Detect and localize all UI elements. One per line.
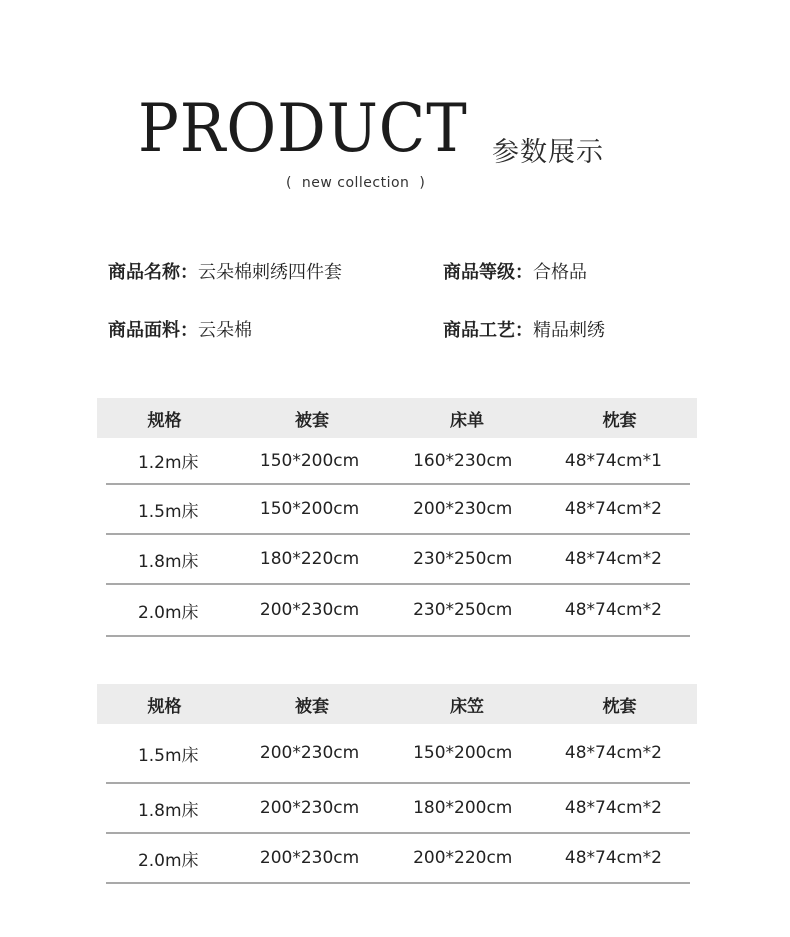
cell-pillowcase: 48*74cm*2	[564, 499, 662, 519]
table-row	[106, 784, 690, 834]
info-grade-label: 商品等级：	[443, 262, 533, 283]
cell-fitted-sheet: 200*220cm	[413, 848, 513, 868]
table-row	[106, 834, 690, 884]
cell-spec: 1.2m床	[137, 453, 199, 473]
header-fitted-sheet: 床笠	[450, 696, 484, 717]
header-sheet: 床单	[450, 410, 484, 431]
info-fabric-label: 商品面料：	[108, 320, 198, 341]
info-craft-label: 商品工艺：	[443, 320, 533, 341]
cell-spec: 1.8m床	[137, 800, 199, 821]
cell-fitted-sheet: 180*200cm	[413, 798, 513, 818]
header-pillowcase: 枕套	[602, 696, 637, 717]
header-duvet: 被套	[295, 410, 329, 431]
cell-sheet: 230*250cm	[413, 549, 513, 569]
table-row	[106, 438, 690, 485]
header-duvet: 被套	[295, 696, 329, 717]
cell-duvet: 150*200cm	[259, 499, 360, 519]
table-header	[97, 398, 697, 438]
cell-sheet: 160*230cm	[413, 450, 513, 471]
info-fabric	[108, 316, 252, 342]
cell-spec: 2.0m床	[137, 850, 199, 871]
cell-duvet: 150*200cm	[259, 450, 360, 471]
table-row	[106, 485, 690, 535]
info-craft	[443, 316, 605, 342]
cell-sheet: 200*230cm	[413, 499, 513, 519]
parameter-heading: 参数展示	[492, 137, 604, 168]
cell-spec: 1.5m床	[137, 745, 199, 766]
header-spec: 规格	[147, 410, 182, 431]
product-title: PRODUCT	[138, 90, 468, 167]
table-header	[97, 684, 697, 724]
info-name-value: 云朵棉刺绣四件套	[198, 262, 342, 283]
cell-pillowcase: 48*74cm*2	[564, 549, 662, 569]
table-row	[106, 535, 690, 585]
table-row	[106, 585, 690, 637]
cell-pillowcase: 48*74cm*2	[564, 600, 662, 620]
cell-pillowcase: 48*74cm*2	[564, 848, 662, 868]
spec-table-sheet	[97, 398, 697, 637]
info-grade	[443, 258, 587, 284]
cell-spec: 1.5m床	[137, 501, 199, 522]
cell-duvet: 200*230cm	[259, 848, 360, 868]
cell-duvet: 200*230cm	[259, 798, 360, 818]
collection-subtitle: ( new collection )	[286, 175, 426, 191]
cell-spec: 1.8m床	[137, 551, 199, 572]
cell-duvet: 200*230cm	[259, 600, 360, 620]
cell-pillowcase: 48*74cm*2	[564, 798, 662, 818]
cell-duvet: 200*230cm	[259, 743, 360, 763]
header-spec: 规格	[147, 696, 182, 717]
info-grade-value: 合格品	[533, 262, 587, 283]
cell-pillowcase: 48*74cm*1	[564, 450, 662, 471]
cell-sheet: 230*250cm	[413, 600, 513, 620]
cell-spec: 2.0m床	[137, 602, 199, 623]
cell-pillowcase: 48*74cm*2	[564, 743, 662, 763]
header-pillowcase: 枕套	[602, 410, 637, 431]
spec-table-fitted	[97, 684, 697, 884]
info-craft-value: 精品刺绣	[533, 320, 605, 341]
info-name	[108, 258, 342, 284]
info-name-label: 商品名称：	[108, 262, 198, 283]
table-row	[106, 724, 690, 784]
cell-duvet: 180*220cm	[259, 549, 360, 569]
cell-fitted-sheet: 150*200cm	[413, 743, 513, 763]
info-fabric-value: 云朵棉	[198, 320, 252, 341]
